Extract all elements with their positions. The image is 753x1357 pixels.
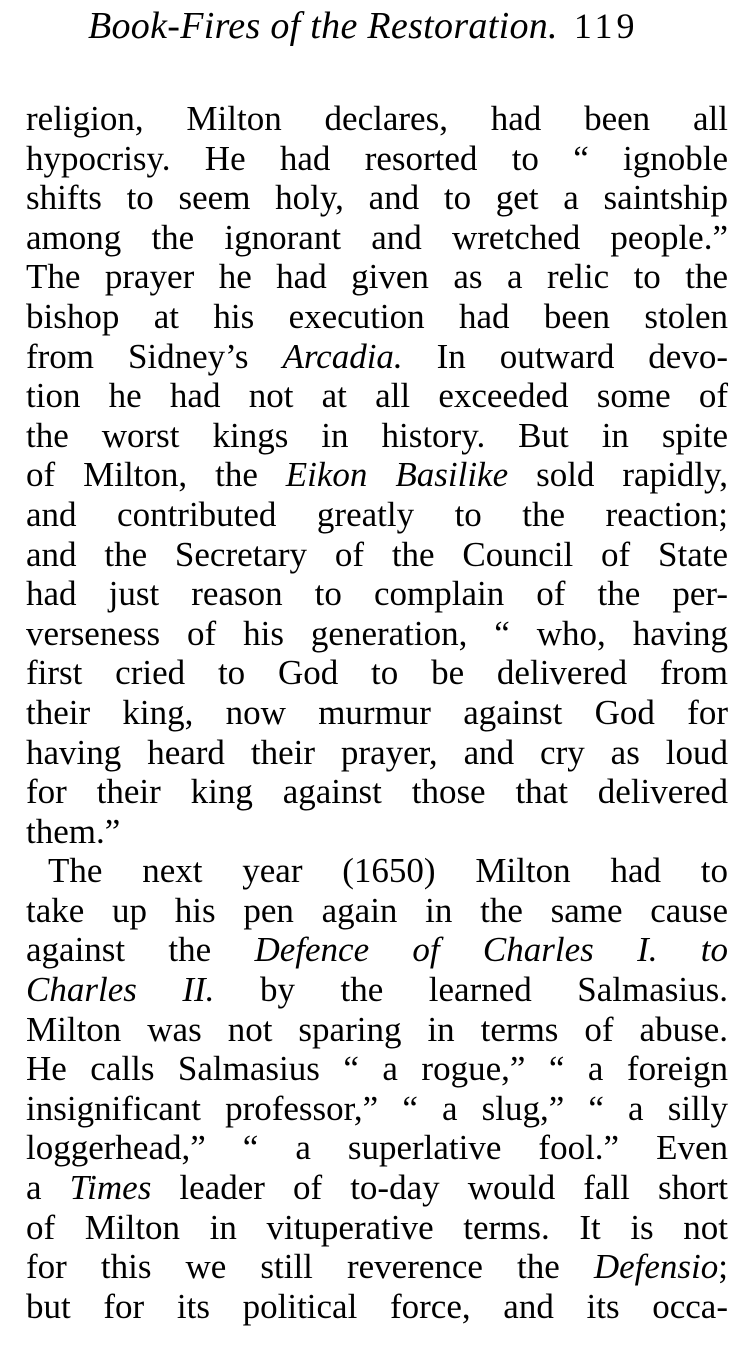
line-text: take up his pen again in the same cause bbox=[26, 890, 728, 930]
line-text: of Milton, the bbox=[26, 455, 286, 495]
text-line bbox=[26, 733, 728, 773]
line-text: hypocrisy. He had resorted to “ ignoble bbox=[26, 138, 728, 178]
line-text: them.” bbox=[26, 811, 121, 851]
line-text: The prayer he had given as a relic to the bbox=[26, 257, 728, 297]
text-line bbox=[26, 337, 728, 377]
running-head bbox=[88, 4, 728, 64]
line-text: for their king against those that delivered bbox=[26, 772, 728, 812]
line-text: but for its political force, and its occa- bbox=[26, 1286, 728, 1326]
line-text: In outward devo- bbox=[402, 336, 728, 376]
text-line bbox=[26, 653, 728, 693]
line-text: had just reason to complain of the per- bbox=[26, 574, 728, 614]
text-line bbox=[26, 891, 728, 931]
text-line bbox=[26, 178, 728, 218]
text-line bbox=[26, 257, 728, 297]
italic-title: Charles II. bbox=[26, 970, 215, 1010]
text-line bbox=[26, 574, 728, 614]
line-text: a bbox=[26, 1168, 70, 1208]
line-text: the worst kings in history. But in spite bbox=[26, 415, 728, 455]
line-text: and contributed greatly to the reaction; bbox=[26, 494, 728, 534]
text-line bbox=[26, 693, 728, 733]
body-text bbox=[26, 99, 728, 1326]
page-number: 119 bbox=[573, 6, 639, 46]
text-line bbox=[26, 812, 728, 852]
line-text: having heard their prayer, and cry as loud bbox=[26, 732, 728, 772]
line-text: first cried to God to be delivered from bbox=[26, 653, 728, 693]
line-text: leader of to-day would fall short bbox=[151, 1168, 728, 1208]
line-text: insignificant professor,” “ a slug,” “ a silly bbox=[26, 1088, 728, 1128]
italic-title: Times bbox=[69, 1168, 152, 1208]
italic-title: Eikon Basilike bbox=[285, 455, 509, 495]
running-title: Book-Fires of the Restoration. bbox=[88, 5, 558, 47]
italic-title: Defence of Charles I. to bbox=[254, 930, 728, 970]
line-text: bishop at his execution had been stolen bbox=[26, 296, 728, 336]
text-line bbox=[26, 1010, 728, 1050]
line-text: of Milton in vituperative terms. It is not bbox=[26, 1207, 728, 1247]
line-text: from Sidney’s bbox=[26, 336, 283, 376]
line-text: loggerhead,” “ a superlative fool.” Even bbox=[26, 1128, 728, 1168]
italic-title: Defensio bbox=[593, 1247, 719, 1287]
line-text: for this we still reverence the bbox=[26, 1247, 594, 1287]
text-line bbox=[26, 1049, 728, 1089]
text-line bbox=[26, 535, 728, 575]
line-text: shifts to seem holy, and to get a saintship bbox=[26, 178, 728, 218]
text-line bbox=[26, 1089, 728, 1129]
line-text: ; bbox=[718, 1247, 728, 1287]
text-line bbox=[26, 970, 728, 1010]
line-text: verseness of his generation, “ who, having bbox=[26, 613, 728, 653]
text-line bbox=[26, 139, 728, 179]
text-line bbox=[26, 495, 728, 535]
text-line bbox=[26, 614, 728, 654]
line-text: He calls Salmasius “ a rogue,” “ a foreign bbox=[26, 1049, 728, 1089]
text-line bbox=[26, 99, 728, 139]
text-line bbox=[26, 1168, 728, 1208]
text-line bbox=[26, 1247, 728, 1287]
text-line bbox=[26, 930, 728, 970]
text-line bbox=[26, 416, 728, 456]
line-text: by the learned Salmasius. bbox=[214, 970, 728, 1010]
line-text: and the Secretary of the Council of State bbox=[26, 534, 728, 574]
italic-title: Arcadia. bbox=[282, 336, 403, 376]
line-text: tion he had not at all exceeded some of bbox=[26, 376, 728, 416]
text-line bbox=[26, 1128, 728, 1168]
text-line bbox=[26, 851, 728, 891]
text-line bbox=[26, 772, 728, 812]
text-line bbox=[26, 455, 728, 495]
line-text: religion, Milton declares, had been all bbox=[26, 99, 728, 138]
text-line bbox=[26, 1208, 728, 1248]
line-text: among the ignorant and wretched people.” bbox=[26, 217, 728, 257]
line-text: sold rapidly, bbox=[508, 455, 728, 495]
line-text: The next year (1650) Milton had to bbox=[48, 851, 728, 891]
text-line bbox=[26, 218, 728, 258]
line-text: their king, now murmur against God for bbox=[26, 692, 728, 732]
text-line bbox=[26, 297, 728, 337]
line-text: against the bbox=[26, 930, 255, 970]
line-text: Milton was not sparing in terms of abuse. bbox=[26, 1009, 728, 1049]
text-line bbox=[26, 1287, 728, 1327]
text-line bbox=[26, 376, 728, 416]
